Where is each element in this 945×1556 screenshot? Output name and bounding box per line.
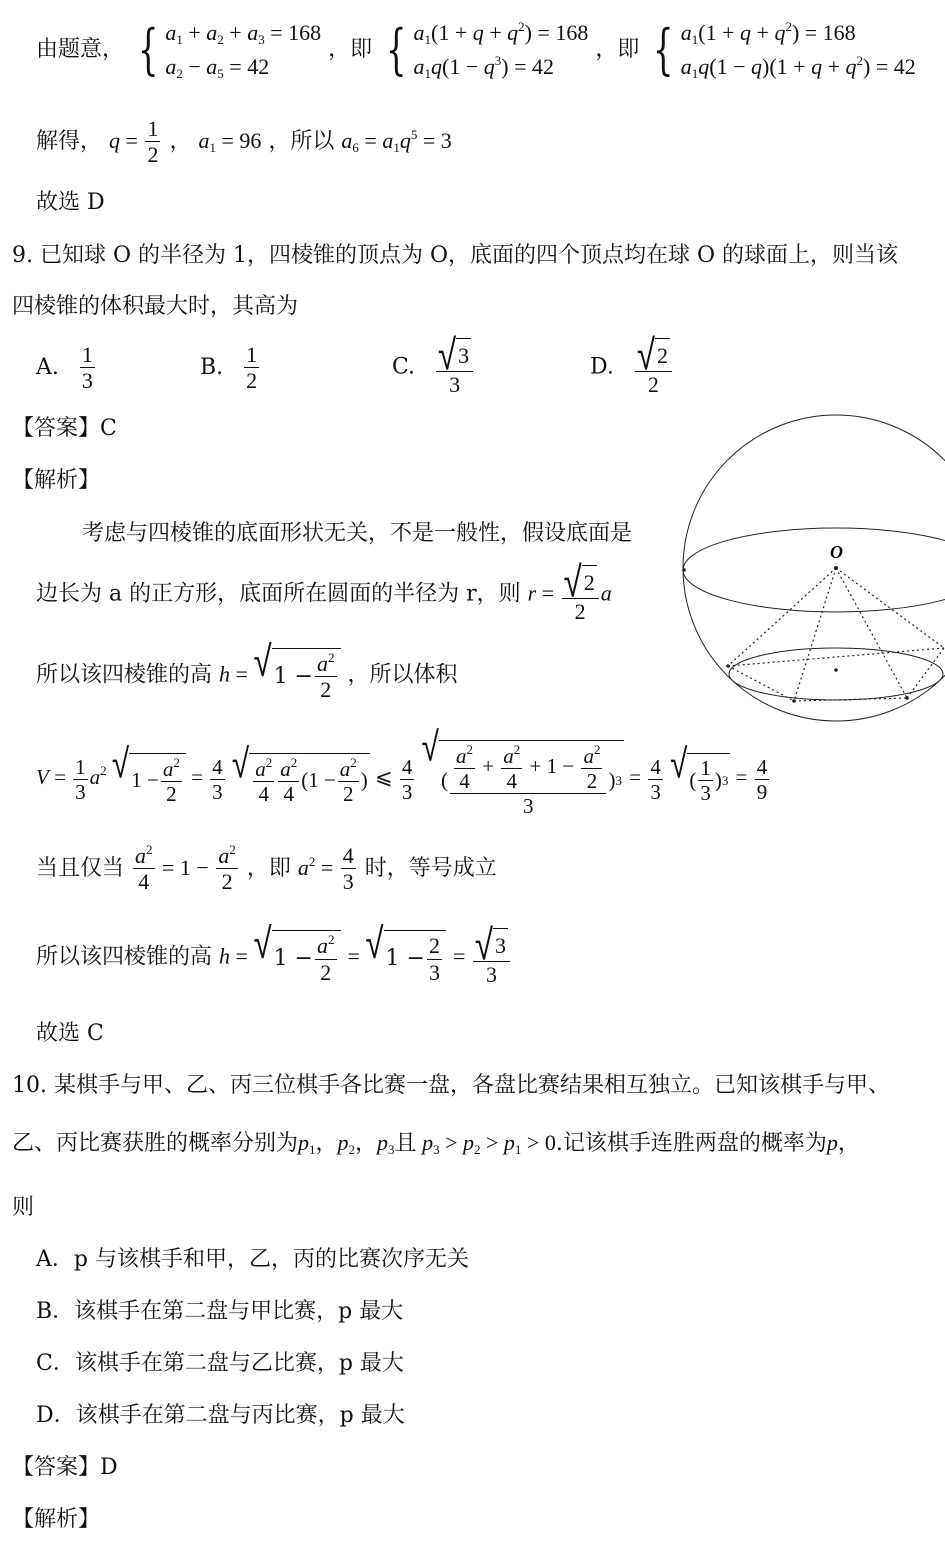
q10-stem-line3: 则 [12,1195,35,1220]
q10-option-c: C．该棋手在第二盘与乙比赛，p 最大 [36,1351,404,1376]
q9-p2: 所以该四棱锥的高 h = √ 1 − $\frac{a^2}{2}$ ，所以体积 [36,635,458,703]
q8-choose: 故选 D [36,190,105,215]
q10-option-b: B．该棋手在第二盘与甲比赛，p 最大 [36,1299,404,1324]
option-c: C. √ 3 3 [392,338,475,397]
q9-analysis-label: 【解析】 [12,468,101,493]
q10-stem-line1: 10. 某棋手与甲、乙、丙三位棋手各比赛一盘，各盘比赛结果相互独立。已知该棋手与甲、 [12,1073,890,1098]
sphere-outline [683,415,945,721]
q9-volume-formula: V = $\frac{1}{3}$ $a^2$ √ 1 − $\frac{a^2}{2}$ = $\frac{4}{3}$ √ $\frac{a^2}{4}$ $\frac{a^2}{4}$ (1 − $\frac{a^2}{2}$ ) ⩽ $\frac{4}{3}$ √ ( $\frac{a^2}{4}$ + $\frac{a^2}{4}$ + 1 − $\frac{a^2}{2}$ 3 ) 3 = $\frac{4}{3}$ √ ( $\frac{1}{3}$ ) 3 = $\frac{4}{9}$ [36,724,768,819]
option-a: A. $\frac{1}{3}$ [36,342,93,394]
system-1: { $a_1 + a_2 + a_3 = 168$ $a_2 - a_5 = 42$ [137,18,322,82]
option-d: D. √ 2 2 [590,338,674,397]
q10-stem-line2: 乙、丙比赛获胜的概率分别为$p_1$，$p_2$，$p_3$且 $p_3 > p_2 > p_1 > 0$.记该棋手连胜两盘的概率为p， [12,1130,860,1157]
q9-choose: 故选 C [36,1021,104,1046]
q8-system-line: 由题意， { $a_1 + a_2 + a_3 = 168$ $a_2 - a_5 = 42$ ，即 { $a_1(1 + q + q^2) = 168$ $a_1q(1 - q^3) = 42$ ，即 { $a_1(1 + q + q^2) = 168$ $a_1q(1 - q)(1 + q + q^2) = 42$ [36,16,916,84]
q10-analysis-label: 【解析】 [12,1507,101,1532]
q8-solve-line: 解得， q = $\frac{1}{2}$ ， $a_1 = 96$ ，所以 $a_6 = a_1q^5 = 3$ [36,116,452,168]
system-2: { $a_1(1 + q + q^2) = 168$ $a_1q(1 - q^3) = 42$ [386,18,589,82]
apex-label: O [830,542,843,562]
q9-p5: 所以该四棱锥的高 h = √ 1 − $\frac{a^2}{2}$ = √ 1 − $\frac{2}{3}$ = √ 3 3 [36,928,512,987]
equator-ellipse [683,528,945,612]
q9-answer: 【答案】C [12,416,117,441]
sphere-pyramid-figure [676,408,945,728]
option-b: B. $\frac{1}{2}$ [200,342,258,394]
q9-p4: 当且仅当 $\frac{a^2}{4}$ = 1 − $\frac{a^2}{2}$ ，即 $a^2$ = $\frac{4}{3}$ 时，等号成立 [36,842,497,895]
q10-option-a: A．p 与该棋手和甲，乙，丙的比赛次序无关 [36,1247,469,1272]
q10-option-d: D．该棋手在第二盘与丙比赛，p 最大 [36,1403,405,1428]
system-3: { $a_1(1 + q + q^2) = 168$ $a_1q(1 - q)(1 + q + q^2) = 42$ [653,18,916,82]
q9-stem-line2: 四棱锥的体积最大时，其高为 [12,294,299,319]
q9-p1-line1: 考虑与四棱锥的底面形状无关，不是一般性，假设底面是 [82,521,633,546]
q10-answer: 【答案】D [12,1455,118,1480]
q9-p1-line2: 边长为 a 的正方形，底面所在圆面的半径为 r，则 r = √ 2 2 a [36,556,612,624]
q9-stem-line1: 9. 已知球 O 的半径为 1，四棱锥的顶点为 O，底面的四个顶点均在球 O 的球面上，则当该 [12,243,899,268]
